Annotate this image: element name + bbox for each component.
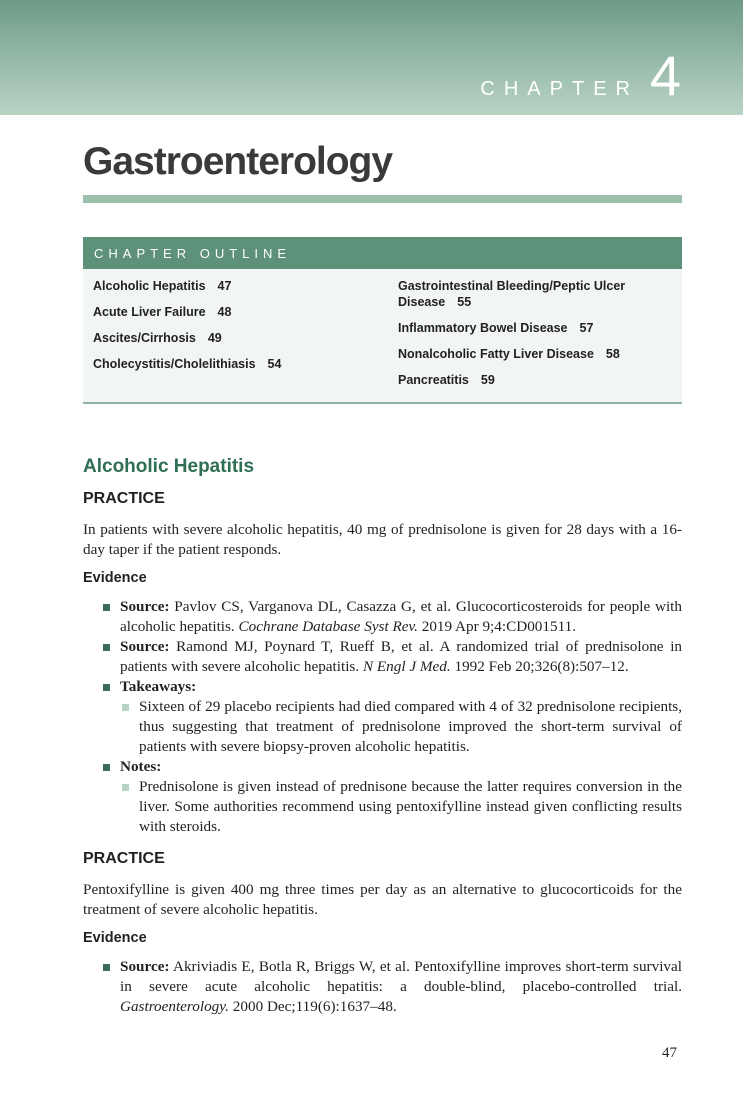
outline-item-page: 59 [480,373,495,387]
source-label: Source: [120,958,170,975]
evidence-source [101,637,682,677]
outline-item[interactable] [398,372,668,388]
outline-item-label: Nonalcoholic Fatty Liver Disease [398,347,594,361]
chapter-number: 4 [649,44,681,107]
page-number: 47 [662,1045,677,1061]
outline-item-label: Cholecystitis/Cholelithiasis [93,357,256,371]
outline-item-page: 47 [217,279,232,293]
evidence-heading: Evidence [83,570,147,586]
outline-item[interactable] [93,278,383,294]
outline-item-page: 58 [605,347,620,361]
practice-text: In patients with severe alcoholic hepatitis, 40 mg of prednisolone is given for 28 days with a 16-day taper if the patient responds. [83,521,682,558]
evidence-source [101,957,682,1017]
outline-item-label: Ascites/Cirrhosis [93,331,196,345]
source-text: Pavlov CS, Varganova DL, Casazza G, et al. Glucocorticosteroids for people with alcoholic hepatitis. [120,598,682,635]
chapter-title: Gastroenterology [83,140,393,183]
chapter-outline [83,237,682,404]
outline-item-page: 48 [217,305,232,319]
practice-heading: PRACTICE [83,850,165,867]
note-text: Prednisolone is given instead of prednisone because the latter requires conversion in the liver. Some authorities recommend using pentoxifylline instead given conflicting results with steroids. [120,777,682,837]
source-journal: Gastroenterology. [120,998,229,1015]
outline-item-page: 57 [579,321,594,335]
outline-item-page: 49 [207,331,222,345]
outline-item-page: 54 [267,357,282,371]
outline-item-label: Gastrointestinal Bleeding/Peptic Ulcer Disease [398,279,626,309]
chapter-label: CHAPTER [480,78,639,100]
source-label: Source: [120,598,170,615]
outline-item[interactable] [398,278,668,310]
section-title: Alcoholic Hepatitis [83,456,255,477]
practice-heading: PRACTICE [83,490,165,507]
outline-item-label: Alcoholic Hepatitis [93,279,206,293]
outline-right-column [398,278,668,398]
outline-item-label: Inflammatory Bowel Disease [398,321,568,335]
source-text: Ramond MJ, Poynard T, Rueff B, et al. A randomized trial of prednisolone in patients with severe alcoholic hepatitis. [120,638,683,675]
source-citation: 1992 Feb 20;326(8):507–12. [454,658,629,675]
evidence-source [101,597,682,637]
outline-item[interactable] [93,330,383,346]
outline-left-column [93,278,383,382]
evidence-list [101,957,682,1017]
evidence-list [101,597,682,837]
outline-item-page: 55 [457,295,472,309]
source-label: Source: [120,638,170,655]
title-rule [83,195,682,203]
takeaways-item [101,677,682,757]
notes-label: Notes: [120,758,162,775]
practice-text: Pentoxifylline is given 400 mg three times per day as an alternative to glucocorticoids for the treatment of severe alcoholic hepatitis. [83,881,682,918]
takeaways-label: Takeaways: [120,678,197,695]
outline-item-label: Pancreatitis [398,373,469,387]
takeaway-text: Sixteen of 29 placebo recipients had died compared with 4 of 32 prednisolone recipients, thus suggesting that treatment of prednisolone improved the short-term survival of patients with severe biopsy-proven alcoholic hepatitis. [120,697,682,757]
outline-item-label: Acute Liver Failure [93,305,206,319]
chapter-header-band [0,0,743,115]
outline-item[interactable] [398,320,668,336]
notes-item [101,757,682,837]
source-journal: Cochrane Database Syst Rev. [238,618,418,635]
outline-item[interactable] [93,304,383,320]
source-citation: 2000 Dec;119(6):1637–48. [232,998,397,1015]
evidence-heading: Evidence [83,930,147,946]
outline-item[interactable] [93,356,383,372]
outline-item[interactable] [398,346,668,362]
source-citation: 2019 Apr 9;4:CD001511. [421,618,576,635]
outline-heading: CHAPTER OUTLINE [83,237,682,269]
source-text: Akriviadis E, Botla R, Briggs W, et al. Pentoxifylline improves short-term survival in severe acute alcoholic hepatitis: a double-blind, placebo-controlled trial. [120,958,682,995]
source-journal: N Engl J Med. [362,658,451,675]
